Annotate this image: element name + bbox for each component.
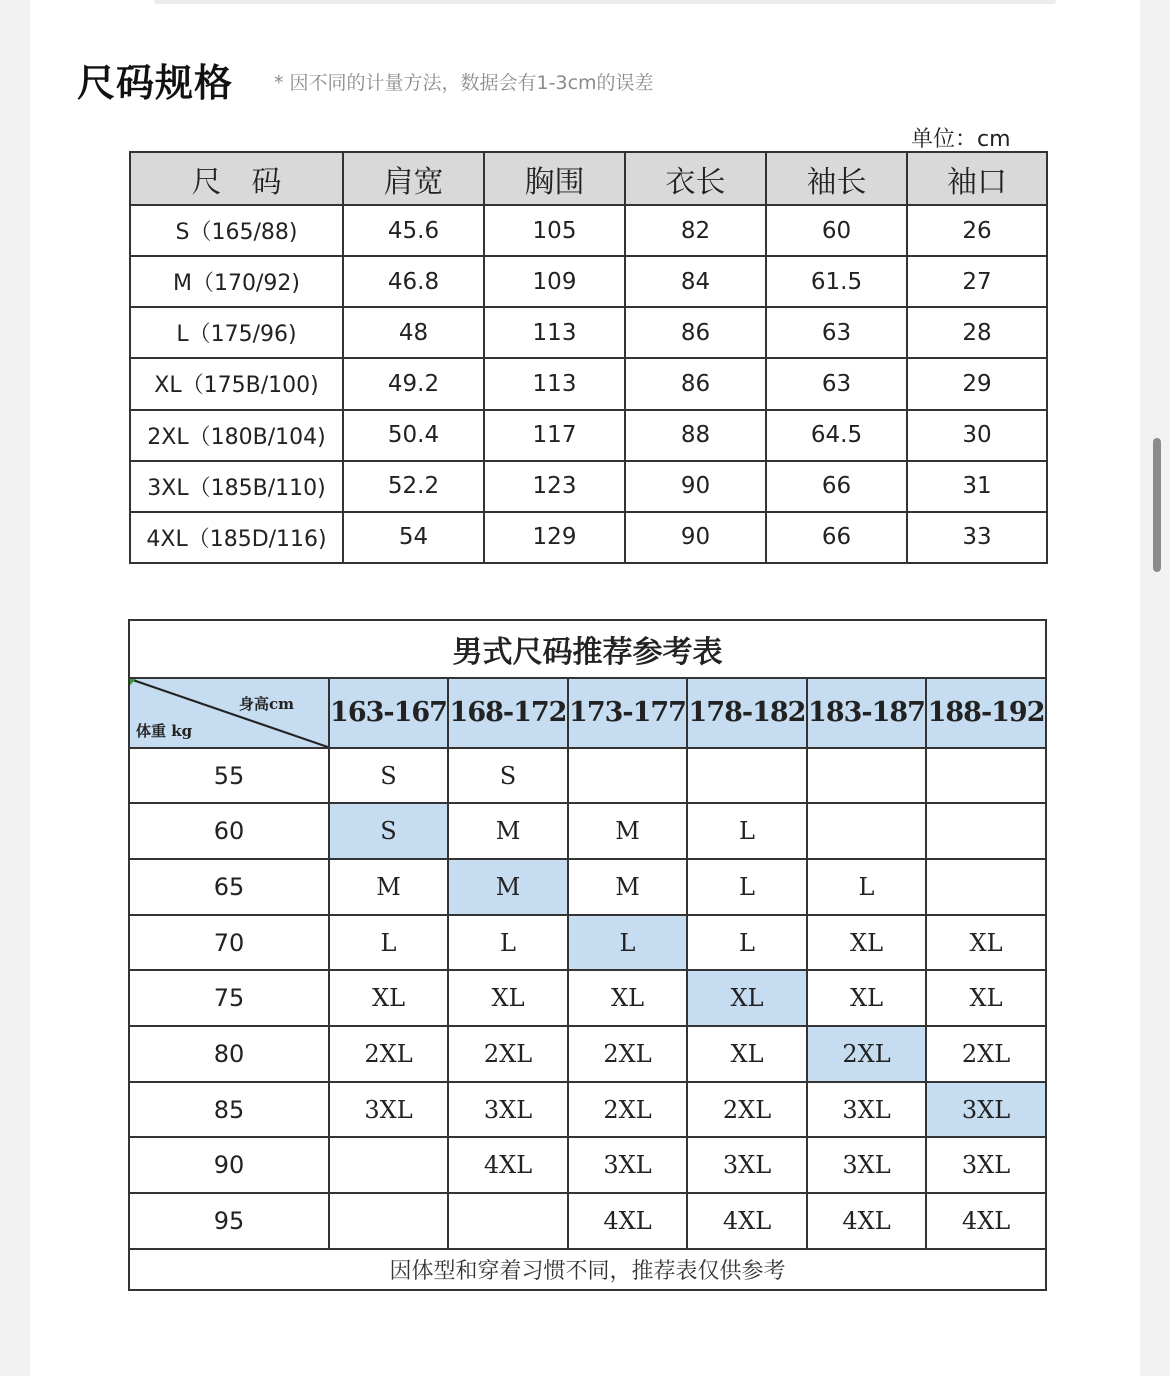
rec-size-cell: 3XL (687, 1137, 807, 1193)
spec-header-shoulder: 肩宽 (343, 152, 484, 205)
spec-size-cell: 3XL（185B/110) (130, 461, 343, 512)
spec-value-cell: 63 (766, 307, 907, 358)
spec-value-cell: 29 (907, 358, 1047, 409)
rec-size-cell: S (329, 748, 448, 804)
spec-row (130, 512, 1047, 563)
spec-value-cell: 49.2 (343, 358, 484, 409)
rec-weight-cell: 65 (129, 859, 329, 915)
rec-height-header-row (129, 678, 1046, 748)
rec-size-cell: 3XL (448, 1082, 568, 1138)
spec-value-cell: 113 (484, 358, 625, 409)
spec-row (130, 205, 1047, 256)
spec-size-cell: M（170/92) (130, 256, 343, 307)
rec-size-cell: 3XL (807, 1137, 926, 1193)
rec-size-cell: XL (687, 970, 807, 1026)
rec-size-cell: L (807, 859, 926, 915)
spec-size-cell: S（165/88) (130, 205, 343, 256)
rec-footer-note: 因体型和穿着习惯不同，推荐表仅供参考 (129, 1249, 1046, 1290)
rec-size-cell: XL (807, 915, 926, 971)
rec-size-cell: S (329, 803, 448, 859)
rec-size-cell: M (329, 859, 448, 915)
rec-row (129, 915, 1046, 971)
size-spec-table (129, 151, 1048, 564)
spec-value-cell: 30 (907, 410, 1047, 461)
rec-size-cell: L (568, 915, 687, 971)
rec-size-cell: 2XL (448, 1026, 568, 1082)
rec-height-header: 168-172 (448, 678, 568, 748)
spec-value-cell: 82 (625, 205, 766, 256)
spec-size-cell: XL（175B/100) (130, 358, 343, 409)
rec-size-cell: 2XL (926, 1026, 1046, 1082)
rec-weight-cell: 95 (129, 1193, 329, 1249)
spec-value-cell: 109 (484, 256, 625, 307)
rec-size-cell (687, 748, 807, 804)
spec-header-length: 衣长 (625, 152, 766, 205)
rec-size-cell (926, 803, 1046, 859)
spec-value-cell: 117 (484, 410, 625, 461)
rec-size-cell: 2XL (687, 1082, 807, 1138)
spec-value-cell: 31 (907, 461, 1047, 512)
rec-height-header: 163-167 (329, 678, 448, 748)
rec-corner-cell (129, 678, 329, 748)
rec-size-cell: 3XL (926, 1082, 1046, 1138)
rec-size-cell: L (329, 915, 448, 971)
spec-value-cell: 54 (343, 512, 484, 563)
rec-size-cell: L (687, 803, 807, 859)
spec-value-cell: 105 (484, 205, 625, 256)
spec-value-cell: 86 (625, 358, 766, 409)
rec-size-cell (926, 859, 1046, 915)
rec-size-cell (807, 803, 926, 859)
spec-size-cell: L（175/96) (130, 307, 343, 358)
spec-header-row (130, 152, 1047, 205)
spec-value-cell: 113 (484, 307, 625, 358)
rec-row (129, 1193, 1046, 1249)
spec-value-cell: 27 (907, 256, 1047, 307)
rec-size-cell: 3XL (568, 1137, 687, 1193)
spec-header-chest: 胸围 (484, 152, 625, 205)
rec-size-cell: XL (329, 970, 448, 1026)
rec-size-cell: 2XL (329, 1026, 448, 1082)
rec-height-header: 183-187 (807, 678, 926, 748)
rec-size-cell: L (687, 859, 807, 915)
spec-row (130, 461, 1047, 512)
spec-value-cell: 123 (484, 461, 625, 512)
rec-footer-row (129, 1249, 1046, 1290)
spec-row (130, 358, 1047, 409)
rec-size-cell (448, 1193, 568, 1249)
rec-size-cell: M (448, 803, 568, 859)
rec-row (129, 803, 1046, 859)
rec-size-cell (329, 1137, 448, 1193)
rec-size-cell: M (568, 803, 687, 859)
rec-size-cell: XL (926, 970, 1046, 1026)
rec-height-header: 173-177 (568, 678, 687, 748)
rec-size-cell: 3XL (807, 1082, 926, 1138)
rec-size-cell: 4XL (448, 1137, 568, 1193)
rec-size-cell: 4XL (687, 1193, 807, 1249)
spec-size-cell: 4XL（185D/116) (130, 512, 343, 563)
rec-weight-cell: 90 (129, 1137, 329, 1193)
spec-value-cell: 84 (625, 256, 766, 307)
rec-size-cell: 3XL (926, 1137, 1046, 1193)
rec-size-cell (329, 1193, 448, 1249)
rec-weight-cell: 60 (129, 803, 329, 859)
spec-row (130, 307, 1047, 358)
rec-size-cell: XL (807, 970, 926, 1026)
rec-row (129, 970, 1046, 1026)
rec-size-cell (926, 748, 1046, 804)
spec-header-size: 尺 码 (130, 152, 343, 205)
rec-size-cell: M (448, 859, 568, 915)
corner-weight-label: 体重 kg (136, 721, 193, 740)
rec-row (129, 748, 1046, 804)
rec-size-cell: XL (448, 970, 568, 1026)
spec-row (130, 256, 1047, 307)
spec-value-cell: 33 (907, 512, 1047, 563)
rec-row (129, 859, 1046, 915)
spec-header-sleeve: 袖长 (766, 152, 907, 205)
spec-value-cell: 63 (766, 358, 907, 409)
rec-table-title: 男式尺码推荐参考表 (129, 620, 1046, 678)
rec-size-cell: XL (568, 970, 687, 1026)
spec-value-cell: 64.5 (766, 410, 907, 461)
rec-size-cell: 2XL (568, 1082, 687, 1138)
rec-size-cell: 4XL (807, 1193, 926, 1249)
spec-header-cuff: 袖口 (907, 152, 1047, 205)
rec-weight-cell: 75 (129, 970, 329, 1026)
rec-height-header: 188-192 (926, 678, 1046, 748)
rec-weight-cell: 70 (129, 915, 329, 971)
spec-value-cell: 66 (766, 512, 907, 563)
rec-row (129, 1137, 1046, 1193)
spec-value-cell: 45.6 (343, 205, 484, 256)
spec-value-cell: 86 (625, 307, 766, 358)
spec-value-cell: 129 (484, 512, 625, 563)
spec-value-cell: 90 (625, 512, 766, 563)
rec-row (129, 1082, 1046, 1138)
spec-row (130, 410, 1047, 461)
rec-size-cell: 2XL (807, 1026, 926, 1082)
spec-value-cell: 60 (766, 205, 907, 256)
top-divider (154, 0, 1056, 4)
spec-value-cell: 52.2 (343, 461, 484, 512)
spec-value-cell: 26 (907, 205, 1047, 256)
rec-height-header: 178-182 (687, 678, 807, 748)
rec-weight-cell: 55 (129, 748, 329, 804)
rec-size-cell (568, 748, 687, 804)
spec-value-cell: 28 (907, 307, 1047, 358)
section-title: 尺码规格 (77, 61, 234, 105)
rec-size-cell: XL (926, 915, 1046, 971)
spec-value-cell: 61.5 (766, 256, 907, 307)
unit-label: 单位：cm (911, 127, 1011, 152)
rec-size-cell: 4XL (568, 1193, 687, 1249)
spec-value-cell: 50.4 (343, 410, 484, 461)
spec-value-cell: 90 (625, 461, 766, 512)
rec-title-row (129, 620, 1046, 678)
rec-size-cell: L (687, 915, 807, 971)
scrollbar-thumb[interactable] (1153, 438, 1161, 572)
rec-size-cell: M (568, 859, 687, 915)
spec-size-cell: 2XL（180B/104) (130, 410, 343, 461)
rec-weight-cell: 80 (129, 1026, 329, 1082)
rec-size-cell: 3XL (329, 1082, 448, 1138)
rec-size-cell: 2XL (568, 1026, 687, 1082)
spec-value-cell: 46.8 (343, 256, 484, 307)
size-recommendation-table (128, 619, 1047, 1291)
spec-value-cell: 66 (766, 461, 907, 512)
rec-row (129, 1026, 1046, 1082)
measurement-note: * 因不同的计量方法，数据会有1-3cm的误差 (274, 72, 654, 94)
spec-value-cell: 88 (625, 410, 766, 461)
rec-size-cell: S (448, 748, 568, 804)
rec-weight-cell: 85 (129, 1082, 329, 1138)
rec-size-cell: XL (687, 1026, 807, 1082)
rec-size-cell: L (448, 915, 568, 971)
rec-size-cell: 4XL (926, 1193, 1046, 1249)
spec-value-cell: 48 (343, 307, 484, 358)
rec-size-cell (807, 748, 926, 804)
corner-height-label: 身高cm (238, 694, 294, 713)
